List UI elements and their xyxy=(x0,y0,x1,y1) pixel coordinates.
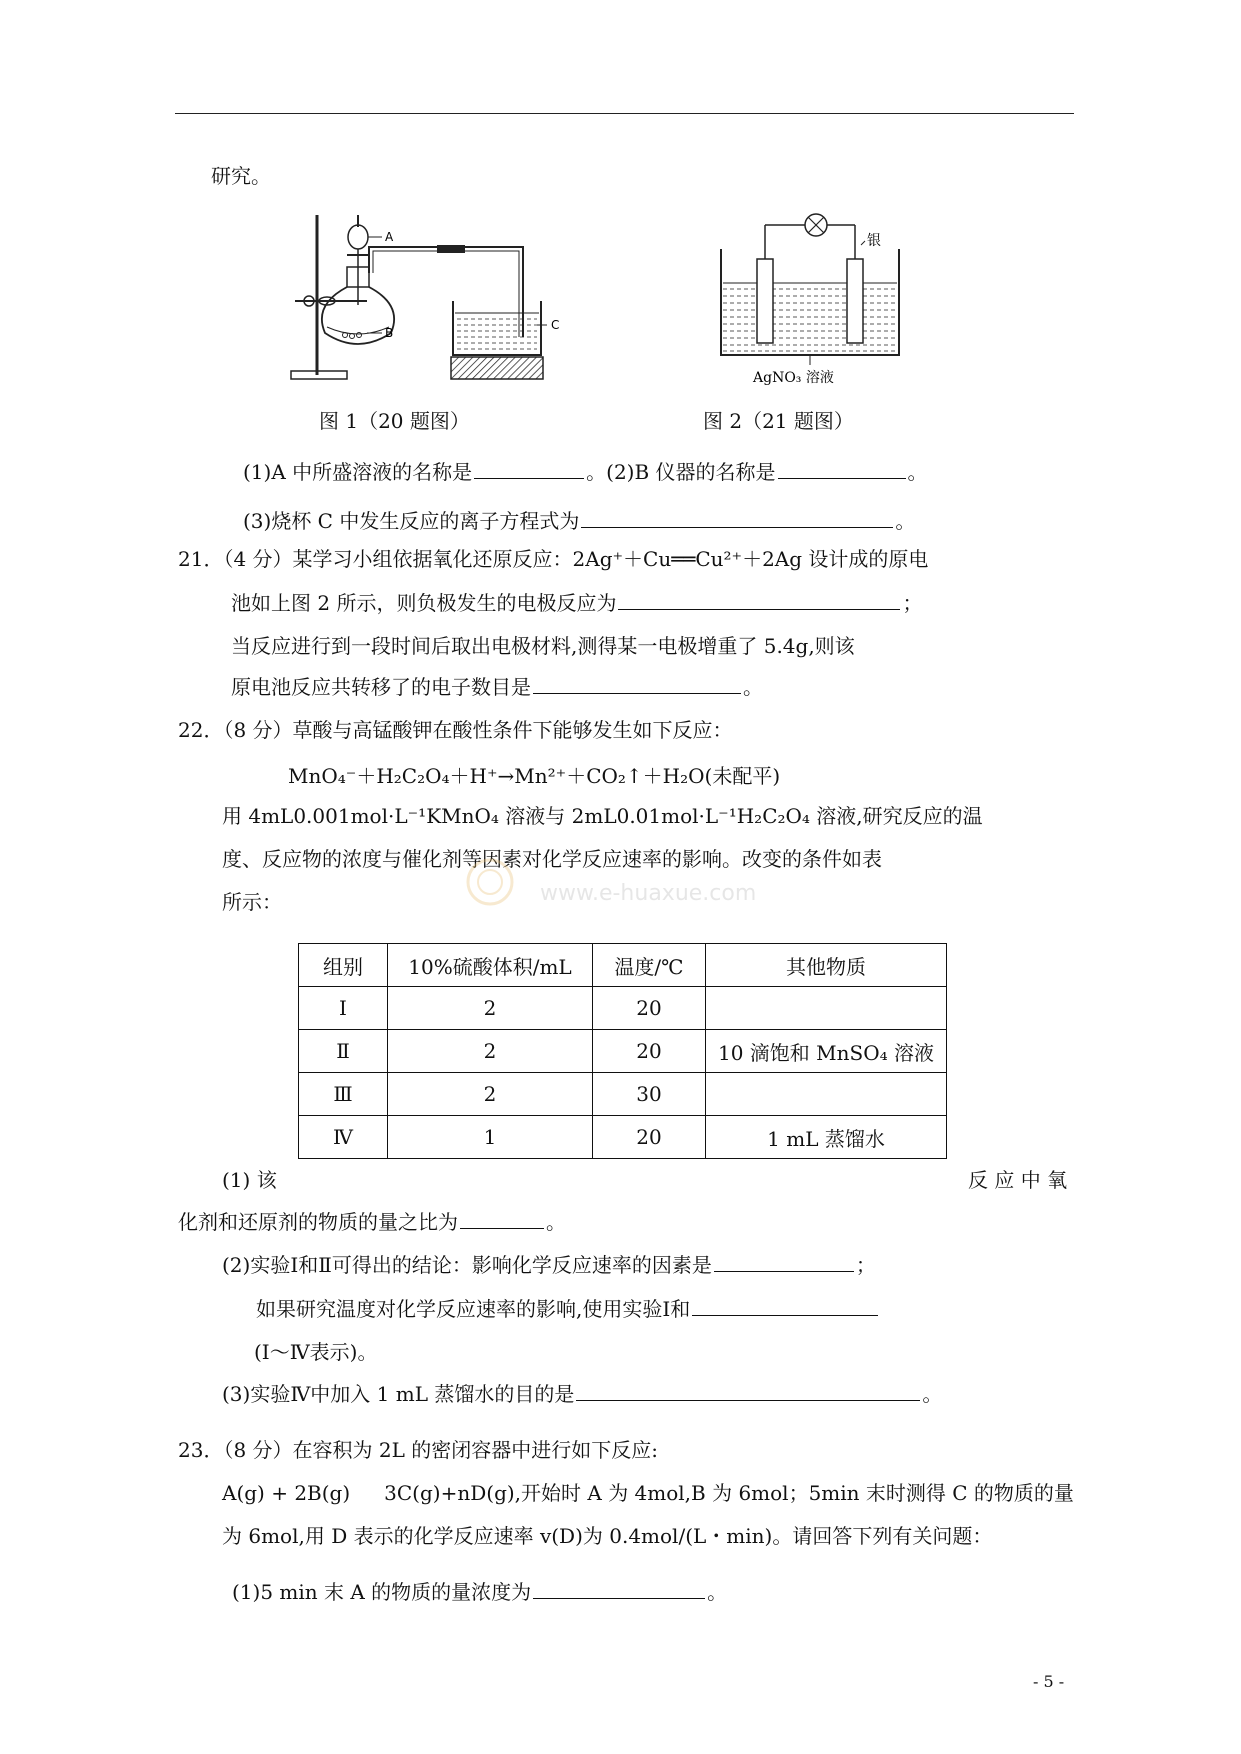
table-cell: 1 xyxy=(388,1116,593,1159)
q23-line3: 为 6mol,用 D 表示的化学反应速率 v(D)为 0.4mol/(L・min)。请回答下列有关问题： xyxy=(222,1524,993,1548)
table-cell: 20 xyxy=(593,987,706,1030)
answer-blank[interactable] xyxy=(778,477,906,479)
table-cell: 1 mL 蒸馏水 xyxy=(706,1116,947,1159)
solution-label: AgNO₃ 溶液 xyxy=(753,370,834,386)
answer-blank[interactable] xyxy=(533,1597,705,1599)
q20-line1: (1)A 中所盛溶液的名称是 。(2)B 仪器的名称是 。 xyxy=(243,460,928,484)
table-header: 10%硫酸体积/mL xyxy=(388,944,593,987)
label-b: B xyxy=(385,326,394,340)
intro-text: 研究。 xyxy=(211,164,271,188)
stand-base xyxy=(291,371,347,379)
figure-1-apparatus xyxy=(285,205,565,390)
table-row xyxy=(299,1030,947,1073)
label-a: A xyxy=(385,230,394,244)
table-cell: 2 xyxy=(388,987,593,1030)
figure-1-caption: 图 1（20 题图） xyxy=(319,409,470,433)
q21-line2: 池如上图 2 所示，则负极发生的电极反应为 ； xyxy=(231,591,923,615)
table-row xyxy=(299,987,947,1030)
table-cell xyxy=(706,987,947,1030)
table-cell xyxy=(706,1073,947,1116)
q22-line1: 22．（8 分）草酸与高锰酸钾在酸性条件下能够发生如下反应： xyxy=(178,718,733,742)
q21-line3: 当反应进行到一段时间后取出电极材料,测得某一电极增重了 5.4g,则该 xyxy=(231,634,855,658)
table-header: 其他物质 xyxy=(706,944,947,987)
table-cell: Ⅱ xyxy=(299,1030,388,1073)
table-cell: 2 xyxy=(388,1073,593,1116)
page-number: - 5 - xyxy=(1033,1672,1065,1691)
answer-blank[interactable] xyxy=(533,692,741,694)
q20-line2: (3)烧杯 C 中发生反应的离子方程式为 。 xyxy=(243,509,916,533)
q22-s2-line3: (Ⅰ～Ⅳ表示)。 xyxy=(254,1340,378,1364)
answer-blank[interactable] xyxy=(474,477,584,479)
table-cell: 10 滴饱和 MnSO₄ 溶液 xyxy=(706,1030,947,1073)
q22-equation: MnO₄⁻＋H₂C₂O₄＋H⁺→Mn²⁺＋CO₂↑＋H₂O(未配平) xyxy=(288,764,781,788)
answer-blank[interactable] xyxy=(581,526,893,528)
table-cell: Ⅰ xyxy=(299,987,388,1030)
q22-s3: (3)实验Ⅳ中加入 1 mL 蒸馏水的目的是 。 xyxy=(222,1382,943,1406)
q22-line5: 所示： xyxy=(222,890,282,914)
table-cell: 20 xyxy=(593,1116,706,1159)
q22-s1-right: 反 应 中 氧 xyxy=(968,1168,1068,1192)
figure-2-caption: 图 2（21 题图） xyxy=(703,409,854,433)
q23-s1: (1)5 min 末 A 的物质的量浓度为 。 xyxy=(232,1580,728,1604)
conditions-table xyxy=(298,943,947,1159)
q22-s2-line1: (2)实验Ⅰ和Ⅱ可得出的结论：影响化学反应速率的因素是 ； xyxy=(222,1253,876,1277)
figure-2-cell xyxy=(715,205,905,390)
label-silver: 银 xyxy=(867,233,881,249)
answer-blank[interactable] xyxy=(460,1227,544,1229)
table-cell: 20 xyxy=(593,1030,706,1073)
q21-line4: 原电池反应共转移了的电子数目是 。 xyxy=(231,675,763,699)
table-cell: Ⅳ xyxy=(299,1116,388,1159)
answer-blank[interactable] xyxy=(618,608,900,610)
q22-s2-line2: 如果研究温度对化学反应速率的影响,使用实验Ⅰ和 xyxy=(256,1293,880,1322)
q22-line4: 度、反应物的浓度与催化剂等因素对化学反应速率的影响。改变的条件如表 xyxy=(222,847,882,871)
q22-s1-line2: 化剂和还原剂的物质的量之比为 。 xyxy=(178,1210,566,1234)
watermark xyxy=(460,852,800,912)
svg-text:www.e-huaxue.com: www.e-huaxue.com xyxy=(540,881,757,906)
table-header: 组别 xyxy=(299,944,388,987)
table-cell: Ⅲ xyxy=(299,1073,388,1116)
q22-line3: 用 4mL0.001mol·L⁻¹KMnO₄ 溶液与 2mL0.01mol·L⁻¹H₂C₂O₄ 溶液,研究反应的温 xyxy=(222,804,983,828)
table-cell: 30 xyxy=(593,1073,706,1116)
q21-line1: 21．（4 分）某学习小组依据氧化还原反应：2Ag⁺＋Cu══Cu²⁺＋2Ag 设计成的原电 xyxy=(178,547,929,571)
table-header-row xyxy=(299,944,947,987)
header-rule xyxy=(175,113,1074,114)
table-cell: 2 xyxy=(388,1030,593,1073)
answer-blank[interactable] xyxy=(714,1270,854,1272)
q22-s1-left: (1) 该 xyxy=(222,1168,277,1192)
q23-line2: A(g) + 2B(g) 3C(g)+nD(g),开始时 A 为 4mol,B 为 6mol；5min 末时测得 C 的物质的量 xyxy=(222,1481,1074,1505)
table-row xyxy=(299,1116,947,1159)
answer-blank[interactable] xyxy=(692,1314,878,1316)
label-c: C xyxy=(551,318,560,332)
answer-blank[interactable] xyxy=(576,1399,920,1401)
table-row xyxy=(299,1073,947,1116)
table-header: 温度/℃ xyxy=(593,944,706,987)
q23-line1: 23．（8 分）在容积为 2L 的密闭容器中进行如下反应: xyxy=(178,1438,658,1462)
